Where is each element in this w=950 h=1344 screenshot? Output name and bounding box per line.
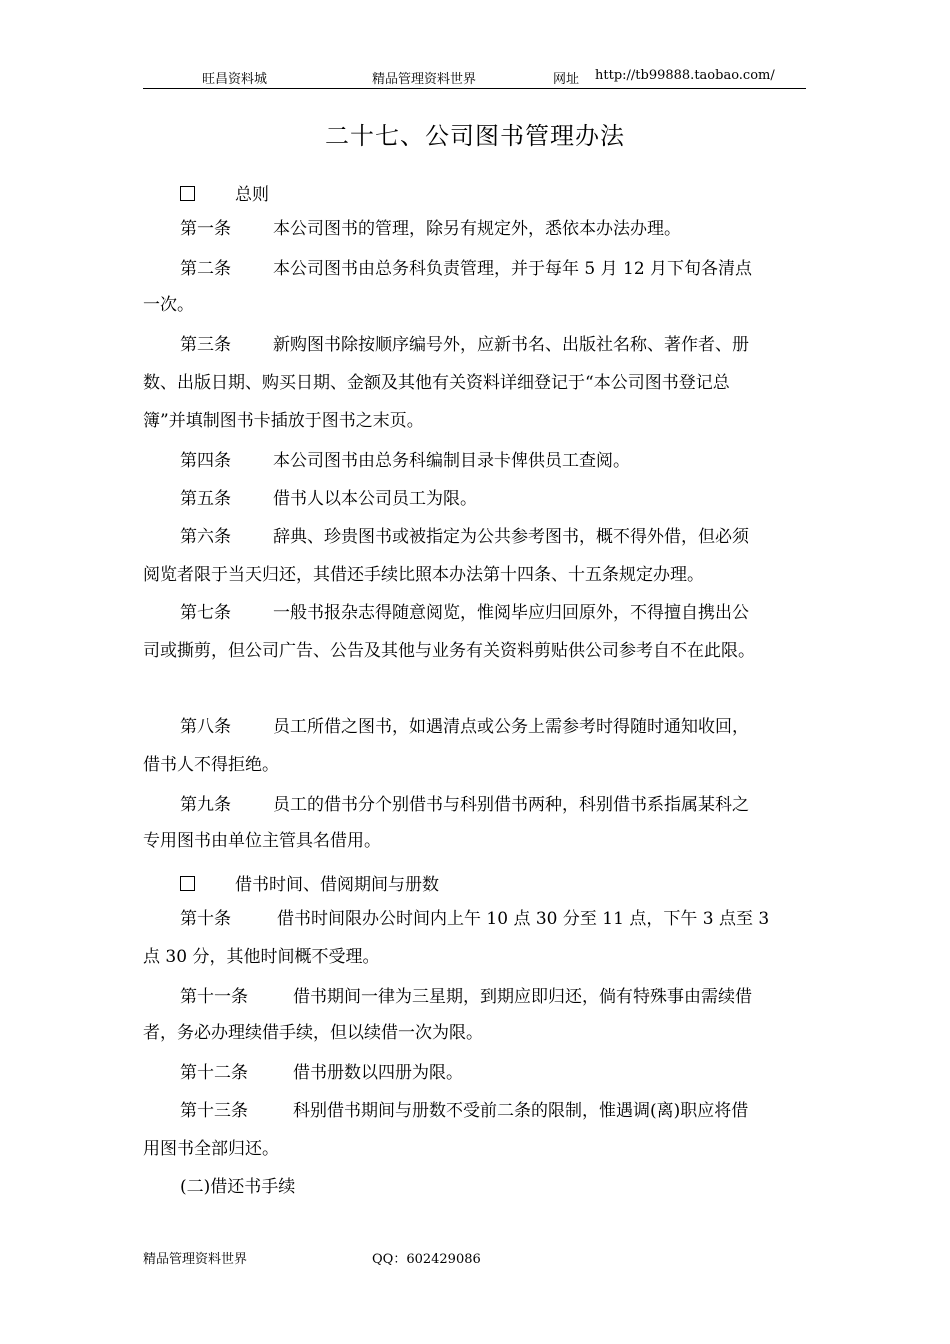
section-heading-text: 总则 bbox=[235, 185, 269, 205]
article-6 bbox=[180, 526, 749, 548]
article-3-cont-1: 数、出版日期、购买日期、金额及其他有关资料详细登记于“本公司图书登记总 bbox=[143, 373, 730, 393]
article-11 bbox=[180, 986, 752, 1008]
article-7-cont: 司或撕剪，但公司广告、公告及其他与业务有关资料剪贴供公司参考自不在此限。 bbox=[143, 641, 755, 661]
page-title: 二十七、公司图书管理办法 bbox=[325, 122, 625, 150]
article-3-cont-2: 簿”并填制图书卡插放于图书之末页。 bbox=[143, 411, 424, 431]
article-number: 第十条 bbox=[180, 909, 231, 929]
article-number: 第六条 bbox=[180, 527, 231, 547]
header-left: 旺昌资料城 bbox=[202, 72, 268, 87]
article-7 bbox=[180, 602, 749, 624]
article-text: 科别借书期间与册数不受前二条的限制，惟遇调(离)职应将借 bbox=[293, 1101, 749, 1121]
article-text: 本公司图书由总务科负责管理，并于每年 5 月 12 月下旬各清点 bbox=[273, 259, 753, 279]
article-5 bbox=[180, 488, 477, 510]
article-2-cont: 一次。 bbox=[143, 295, 194, 315]
article-number: 第七条 bbox=[180, 603, 231, 623]
section-heading-procedures: (二)借还书手续 bbox=[180, 1177, 296, 1197]
article-11-cont: 者，务必办理续借手续，但以续借一次为限。 bbox=[143, 1023, 483, 1043]
article-text: 辞典、珍贵图书或被指定为公共参考图书，概不得外借，但必须 bbox=[273, 527, 749, 547]
section-heading-general bbox=[180, 180, 269, 205]
section-heading-borrowing bbox=[180, 870, 439, 895]
article-number: 第四条 bbox=[180, 451, 231, 471]
article-text: 新购图书除按顺序编号外，应新书名、出版社名称、著作者、册 bbox=[273, 335, 749, 355]
article-number: 第十三条 bbox=[180, 1101, 248, 1121]
header-url-label: 网址 bbox=[553, 72, 580, 87]
article-text: 员工的借书分个别借书与科别借书两种，科别借书系指属某科之 bbox=[273, 795, 749, 815]
article-text: 员工所借之图书，如遇清点或公务上需参考时得随时通知收回， bbox=[273, 717, 749, 737]
article-9 bbox=[180, 794, 749, 816]
footer-qq: QQ：602429086 bbox=[372, 1252, 481, 1267]
article-13-cont: 用图书全部归还。 bbox=[143, 1139, 279, 1159]
article-number: 第一条 bbox=[180, 219, 231, 239]
footer-left: 精品管理资料世界 bbox=[143, 1252, 248, 1267]
article-text: 借书时间限办公时间内上午 10 点 30 分至 11 点，下午 3 点至 3 bbox=[277, 909, 770, 929]
article-8-cont: 借书人不得拒绝。 bbox=[143, 755, 279, 775]
article-3 bbox=[180, 334, 749, 356]
article-text: 借书期间一律为三星期，到期应即归还，倘有特殊事由需续借 bbox=[293, 987, 752, 1007]
article-text: 本公司图书由总务科编制目录卡俾供员工查阅。 bbox=[273, 451, 630, 471]
article-10 bbox=[180, 908, 769, 930]
article-text: 借书人以本公司员工为限。 bbox=[273, 489, 477, 509]
article-4 bbox=[180, 450, 630, 472]
checkbox-square-icon bbox=[180, 876, 195, 891]
header-divider bbox=[143, 88, 806, 89]
article-text: 一般书报杂志得随意阅览，惟阅毕应归回原外，不得擅自携出公 bbox=[273, 603, 749, 623]
article-number: 第二条 bbox=[180, 259, 231, 279]
header-center: 精品管理资料世界 bbox=[372, 72, 477, 87]
article-number: 第八条 bbox=[180, 717, 231, 737]
article-text: 本公司图书的管理，除另有规定外，悉依本办法办理。 bbox=[273, 219, 681, 239]
article-2 bbox=[180, 258, 752, 280]
article-8 bbox=[180, 716, 749, 738]
checkbox-square-icon bbox=[180, 186, 195, 201]
article-9-cont: 专用图书由单位主管具名借用。 bbox=[143, 831, 381, 851]
header-url[interactable]: http://tb99888.taobao.com/ bbox=[595, 68, 775, 83]
article-number: 第五条 bbox=[180, 489, 231, 509]
article-number: 第十一条 bbox=[180, 987, 248, 1007]
article-13 bbox=[180, 1100, 748, 1122]
article-number: 第三条 bbox=[180, 335, 231, 355]
article-10-cont: 点 30 分，其他时间概不受理。 bbox=[143, 947, 380, 967]
article-number: 第十二条 bbox=[180, 1063, 248, 1083]
article-12 bbox=[180, 1062, 463, 1084]
section-heading-text: 借书时间、借阅期间与册数 bbox=[235, 875, 439, 895]
article-1 bbox=[180, 218, 681, 240]
article-6-cont: 阅览者限于当天归还，其借还手续比照本办法第十四条、十五条规定办理。 bbox=[143, 565, 704, 585]
article-text: 借书册数以四册为限。 bbox=[293, 1063, 463, 1083]
article-number: 第九条 bbox=[180, 795, 231, 815]
